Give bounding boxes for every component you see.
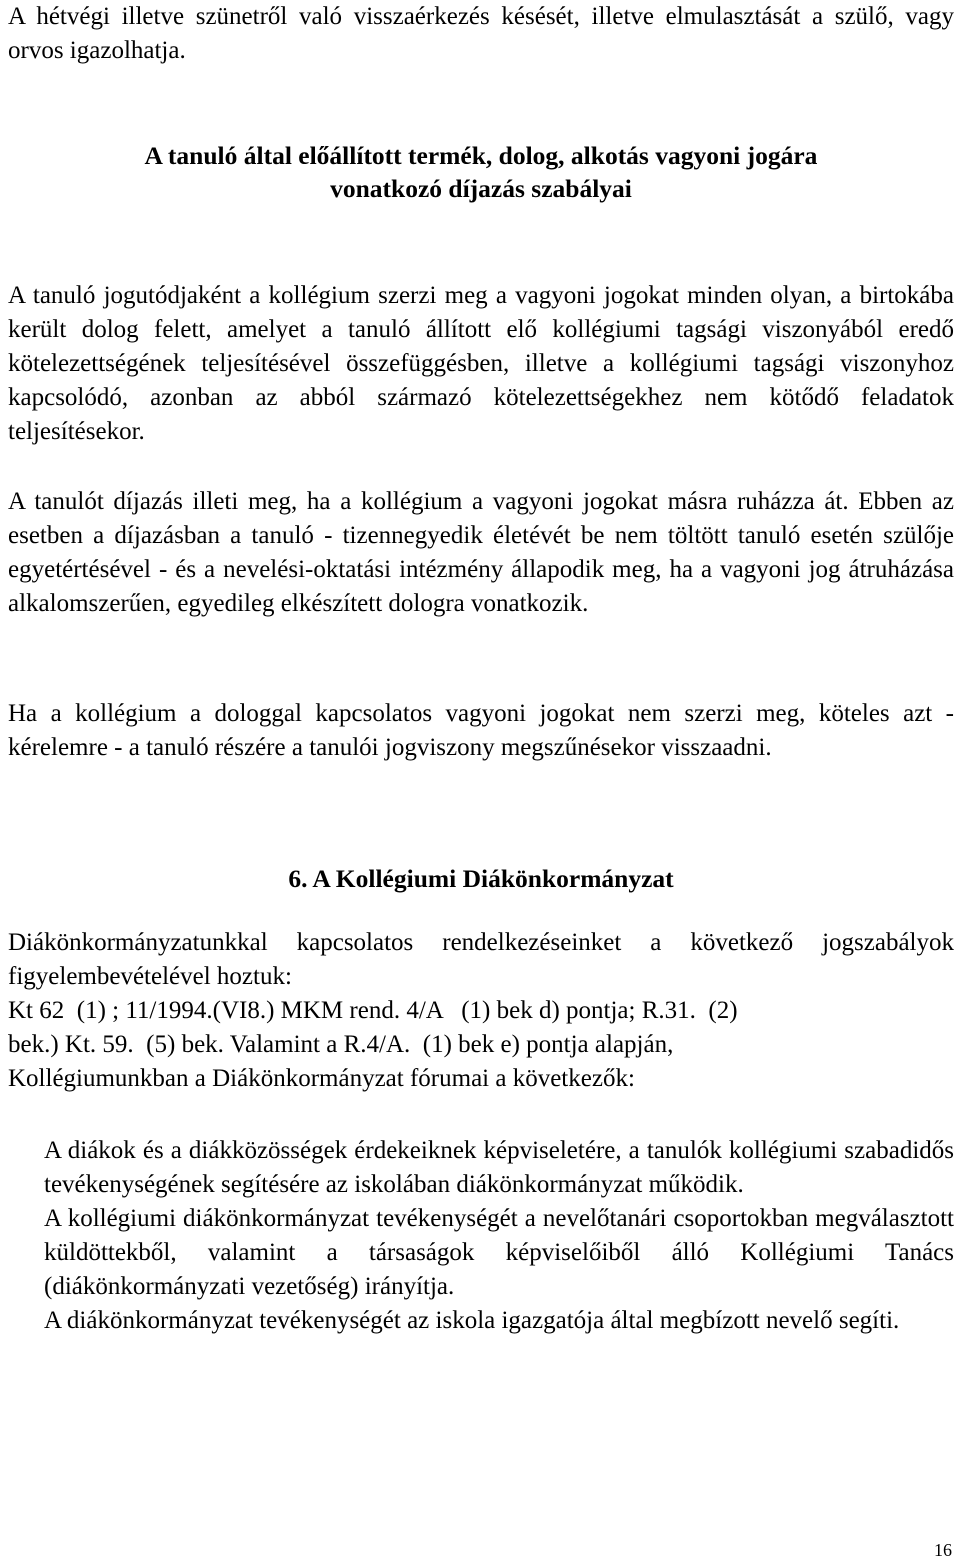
section-heading-line-2: vonatkozó díjazás szabályai xyxy=(330,174,632,203)
paragraph-1: A tanuló jogutódjaként a kollégium szerzi meg a vagyoni jogokat minden olyan, a birtokába került dolog felett, amelyet a tanuló állított elő kollégiumi tagsági viszonyából eredő kötelezettségének teljesítésével összefüggésben, illetve a kollégiumi tagsági viszonyhoz kapcsolódó, azonban az abból származó kötelezettségekhez nem kötődő feladatok teljesítésekor. xyxy=(8,282,954,445)
section-heading-line-1: A tanuló által előállított termék, dolog, alkotás vagyoni jogára xyxy=(144,141,818,170)
legal-references xyxy=(8,994,954,1096)
paragraph-4: Diákönkormányzatunkkal kapcsolatos rendelkezéseinket a következő jogszabályok figyelembevételével hoztuk: xyxy=(8,929,954,990)
section-heading xyxy=(8,139,954,205)
paragraph-3: Ha a kollégium a dologgal kapcsolatos vagyoni jogokat nem szerzi meg, köteles azt - kérelemre - a tanuló részére a tanulói jogviszony megszűnésekor visszaadni. xyxy=(8,700,954,761)
page-number: 16 xyxy=(934,1540,952,1560)
legal-references-line-2: bek.) Kt. 59. (5) bek. Valamint a R.4/A. (1) bek e) pontja alapján, xyxy=(8,1031,674,1058)
indented-paragraph-2: A kollégiumi diákönkormányzat tevékenységét a nevelőtanári csoportokban megválasztott küldöttekből, valamint a társaságok képviselőiből álló Kollégiumi Tanács (diákönkormányzati vezetőség) irányítja. xyxy=(44,1205,954,1300)
indented-paragraph-3: A diákönkormányzat tevékenységét az iskola igazgatója által megbízott nevelő segíti. xyxy=(44,1307,900,1334)
indented-section xyxy=(8,1134,954,1338)
intro-paragraph: A hétvégi illetve szünetről való visszaérkezés késését, illetve elmulasztását a szülő, vagy orvos igazolhatja. xyxy=(8,3,954,64)
legal-references-line-1: Kt 62 (1) ; 11/1994.(VI8.) MKM rend. 4/A (1) bek d) pontja; R.31. (2) xyxy=(8,997,738,1024)
chapter-heading: 6. A Kollégiumi Diákönkormányzat xyxy=(288,864,674,893)
indented-paragraph-1: A diákok és a diákközösségek érdekeiknek képviseletére, a tanulók kollégiumi szabadidős tevékenységének segítésére az iskolában diákönkormányzat működik. xyxy=(44,1137,954,1198)
legal-references-line-3: Kollégiumunkban a Diákönkormányzat fórumai a következők: xyxy=(8,1065,635,1092)
paragraph-2: A tanulót díjazás illeti meg, ha a kollégium a vagyoni jogokat másra ruházza át. Ebben az esetben a díjazásban a tanuló - tizennegyedik életévét be nem töltött tanuló esetén szülője egyetértésével - és a nevelési-oktatási intézmény állapodik meg, ha a vagyoni jog átruházása alkalomszerűen, egyedileg elkészített dologra vonatkozik. xyxy=(8,488,954,617)
